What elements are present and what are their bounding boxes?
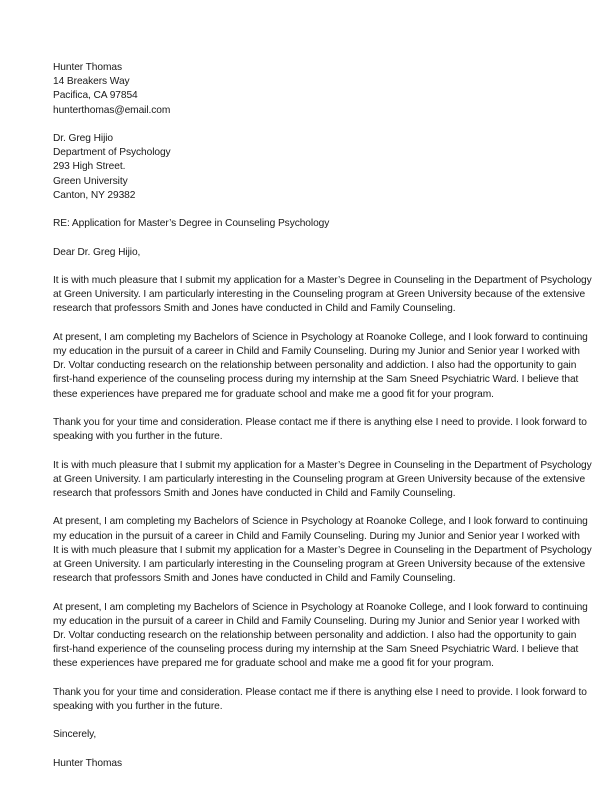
paragraph-line: at Green University. I am particularly interesting in the Counseling program at Green University because of the extensive [53, 289, 586, 301]
body-paragraph [53, 331, 588, 402]
paragraphs [53, 274, 592, 714]
paragraph-line: Dr. Voltar conducting research on the relationship between personality and addiction. I also had the opportunity to gain [53, 629, 577, 641]
paragraph-line: speaking with you further in the future. [53, 431, 223, 443]
paragraph-line: my education in the pursuit of a career in Child and Family Counseling. During my Junior and Senior year I worked with [53, 530, 580, 542]
paragraph-line: research that professors Smith and Jones have conducted in Child and Family Counseling. [53, 487, 456, 499]
paragraph-line: research that professors Smith and Jones have conducted in Child and Family Counseling. [53, 573, 456, 585]
paragraph-line: first-hand experience of the counseling process during my internship at the Sam Sneed Psychiatric Ward. I believe that [53, 374, 579, 386]
paragraph-line: At present, I am completing my Bachelors of Science in Psychology at Roanoke College, and I look forward to continuing [53, 601, 588, 613]
paragraph-line: Dr. Voltar conducting research on the relationship between personality and addiction. I also had the opportunity to gain [53, 360, 577, 372]
recipient-institution: Green University [53, 175, 128, 187]
paragraph-line: first-hand experience of the counseling process during my internship at the Sam Sneed Psychiatric Ward. I believe that [53, 644, 579, 656]
paragraph-line: these experiences have prepared me for graduate school and make me a good fit for your program. [53, 658, 494, 670]
paragraph-line: Thank you for your time and consideration. Please contact me if there is anything else I need to provide. I look forward to [53, 686, 587, 698]
paragraph-line: research that professors Smith and Jones have conducted in Child and Family Counseling. [53, 303, 456, 315]
sender-street: 14 Breakers Way [53, 76, 130, 88]
body-paragraph [53, 686, 587, 714]
recipient-name: Dr. Greg Hijio [53, 133, 114, 144]
signature-name: Hunter Thomas [53, 757, 122, 769]
paragraph-line: It is with much pleasure that I submit my application for a Master’s Degree in Counseling in the Department of Psychology [53, 459, 592, 471]
paragraph-line: It is with much pleasure that I submit my application for a Master’s Degree in Counseling in the Department of Psychology [53, 544, 592, 556]
paragraph-line: At present, I am completing my Bachelors of Science in Psychology at Roanoke College, and I look forward to continuing [53, 516, 588, 528]
paragraph-line: speaking with you further in the future. [53, 700, 223, 712]
sender-address [53, 61, 553, 118]
salutation: Dear Dr. Greg Hijio, [53, 246, 141, 258]
closing: Sincerely, [53, 729, 97, 741]
recipient-department: Department of Psychology [53, 147, 171, 159]
body-paragraph [53, 416, 587, 444]
recipient-city-state-zip: Canton, NY 29382 [53, 189, 136, 201]
recipient-street: 293 High Street. [53, 161, 126, 173]
body-paragraph [53, 274, 592, 317]
body-paragraph [53, 601, 588, 672]
paragraph-line: my education in the pursuit of a career in Child and Family Counseling. During my Junior and Senior year I worked with [53, 345, 580, 357]
paragraph-line: It is with much pleasure that I submit my application for a Master’s Degree in Counseling in the Department of Psychology [53, 274, 592, 286]
signature [53, 757, 553, 771]
paragraph-line: my education in the pursuit of a career in Child and Family Counseling. During my Junior and Senior year I worked with [53, 615, 580, 627]
recipient-address [53, 132, 553, 203]
paragraph-line: Thank you for your time and consideration. Please contact me if there is anything else I need to provide. I look forward to [53, 416, 587, 428]
letter-body [53, 61, 592, 785]
sender-name: Hunter Thomas [53, 62, 122, 73]
sender-city-state-zip: Pacifica, CA 97854 [53, 90, 138, 102]
body-paragraph [53, 515, 592, 586]
sender-email: hunterthomas@email.com [53, 104, 171, 116]
paragraph-line: At present, I am completing my Bachelors of Science in Psychology at Roanoke College, and I look forward to continuing [53, 331, 588, 343]
paragraph-line: these experiences have prepared me for graduate school and make me a good fit for your program. [53, 388, 494, 400]
subject-line: RE: Application for Master’s Degree in Counseling Psychology [53, 218, 330, 230]
body-paragraph [53, 459, 592, 502]
paragraph-line: at Green University. I am particularly interesting in the Counseling program at Green University because of the extensive [53, 558, 586, 570]
paragraph-line: at Green University. I am particularly interesting in the Counseling program at Green University because of the extensive [53, 473, 586, 485]
